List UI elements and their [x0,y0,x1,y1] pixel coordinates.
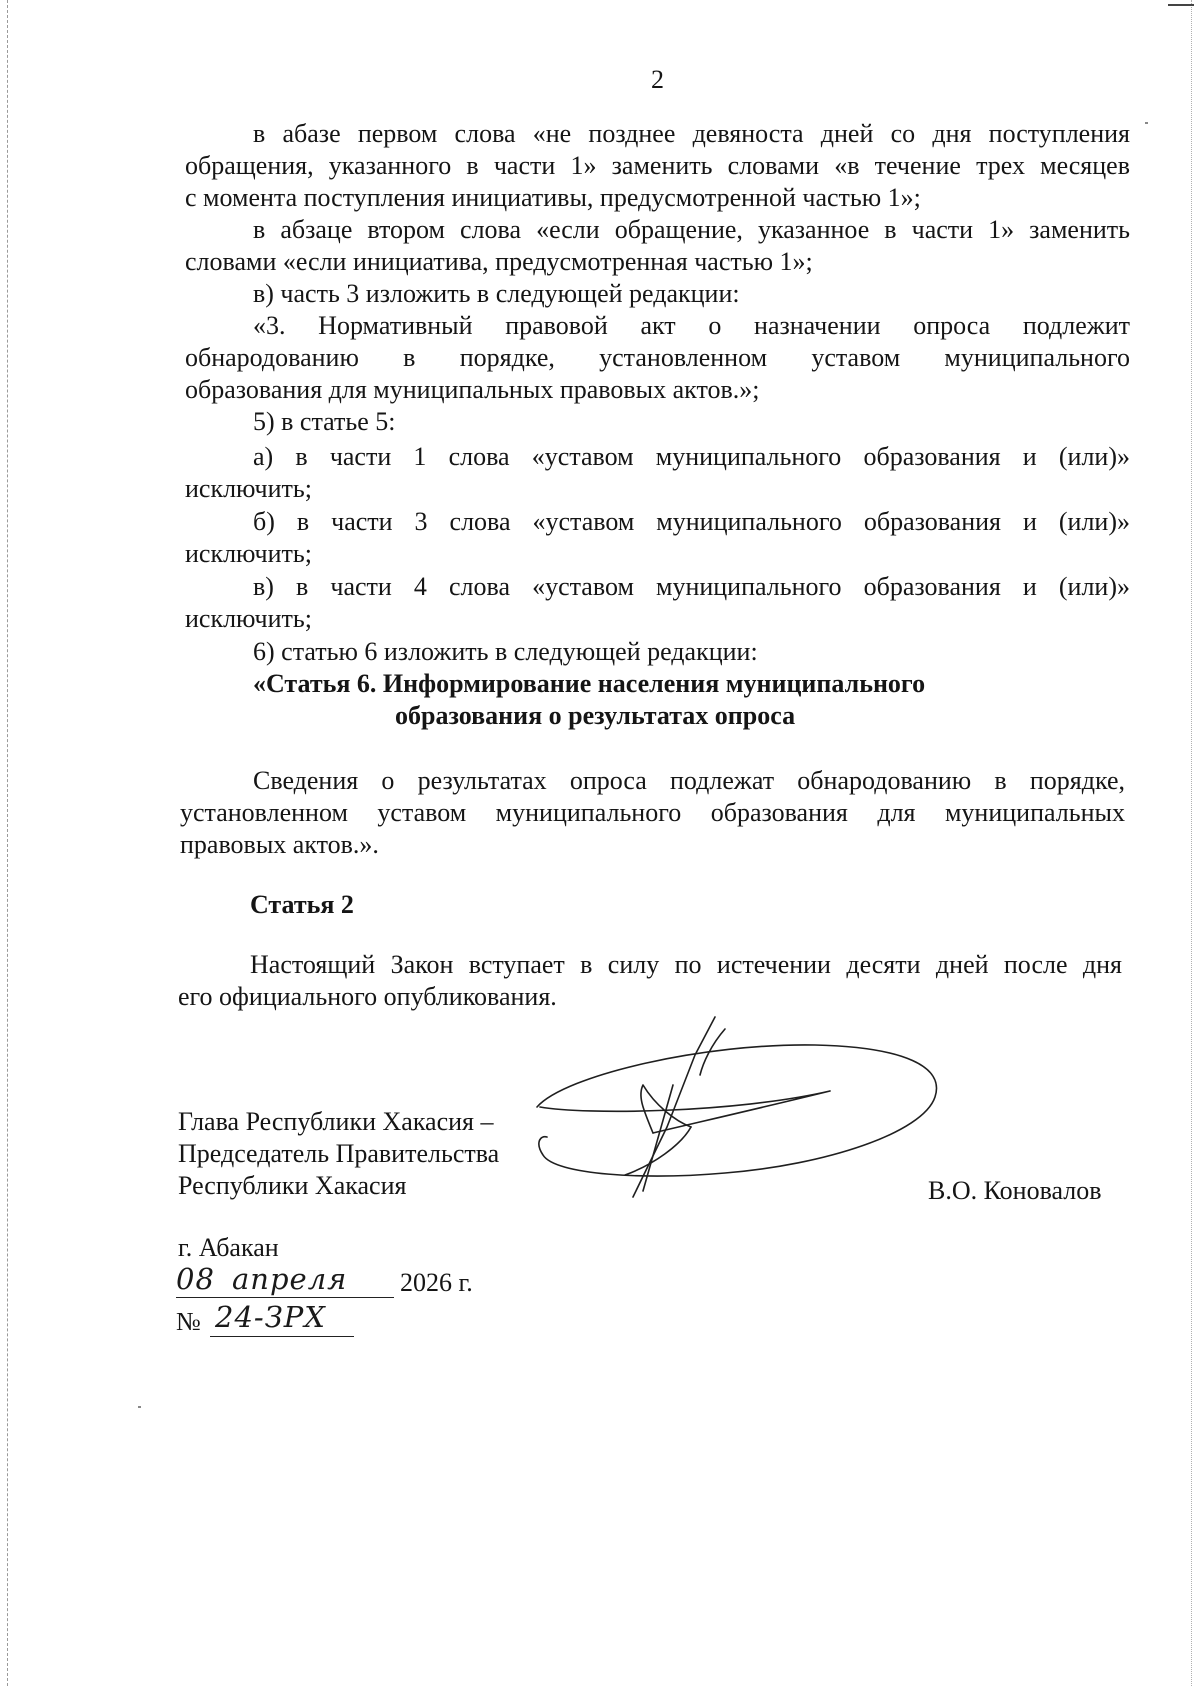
article2-body-line: Настоящий Закон вступает в силу по истечении десяти дней после дня [250,950,1122,979]
signatory-title-line: Председатель Правительства [178,1139,500,1168]
body-line: обнародованию в порядке, установленном уставом муниципального [185,343,1130,372]
body-line: в абазе первом слова «не позднее девяноста дней со дня поступления [253,119,1130,148]
body-line: обращения, указанного в части 1» заменить словами «в течение трех месяцев [185,151,1130,180]
scan-speck [138,1406,141,1408]
body-line: исключить; [185,539,312,568]
body-line: а) в части 1 слова «уставом муниципального образования и (или)» [253,442,1130,471]
article6-body-line: правовых актов.». [180,830,379,859]
scan-edge-left [7,0,8,1686]
place: г. Абакан [178,1233,279,1262]
body-line: 5) в статье 5: [253,407,396,436]
body-line: словами «если инициатива, предусмотренная частью 1»; [185,247,813,276]
body-line: «3. Нормативный правовой акт о назначении опроса подлежит [253,311,1130,340]
handwritten-day: 08 [176,1262,215,1296]
body-line: исключить; [185,604,312,633]
article2-body-line: его официального опубликования. [178,982,557,1011]
body-line: б) в части 3 слова «уставом муниципального образования и (или)» [253,507,1130,536]
body-line: в абзаце втором слова «если обращение, указанное в части 1» заменить [253,215,1130,244]
signatory-name: В.О. Коновалов [928,1176,1102,1205]
scan-speck [1145,122,1148,124]
handwritten-signature [525,1015,955,1205]
number-underline [210,1336,354,1337]
article6-body-line: установленном уставом муниципального образования для муниципальных [180,798,1125,827]
date-underline [176,1297,394,1298]
signatory-title-line: Глава Республики Хакасия – [178,1107,494,1136]
signatory-title-line: Республики Хакасия [178,1171,407,1200]
body-line: в) часть 3 изложить в следующей редакции: [253,279,740,308]
handwritten-number: 24-ЗРХ [215,1300,326,1334]
date-year: 2026 г. [400,1268,473,1297]
page-number: 2 [651,65,664,94]
handwritten-month: апреля [232,1262,348,1296]
number-prefix: № [176,1307,201,1336]
article2-heading: Статья 2 [250,890,354,919]
body-line: 6) статью 6 изложить в следующей редакции: [253,637,758,666]
body-line: образования для муниципальных правовых актов.»; [185,375,760,404]
article6-heading-line2: образования о результатах опроса [395,701,796,730]
article6-heading-line1: «Статья 6. Информирование населения муниципального [253,669,926,698]
scan-edge-right [1191,0,1192,1686]
body-line: в) в части 4 слова «уставом муниципального образования и (или)» [253,572,1130,601]
body-line: с момента поступления инициативы, предусмотренной частью 1»; [185,183,921,212]
article6-body-line: Сведения о результатах опроса подлежат обнародованию в порядке, [253,766,1125,795]
body-line: исключить; [185,474,312,503]
scan-corner-mark [1168,4,1194,6]
